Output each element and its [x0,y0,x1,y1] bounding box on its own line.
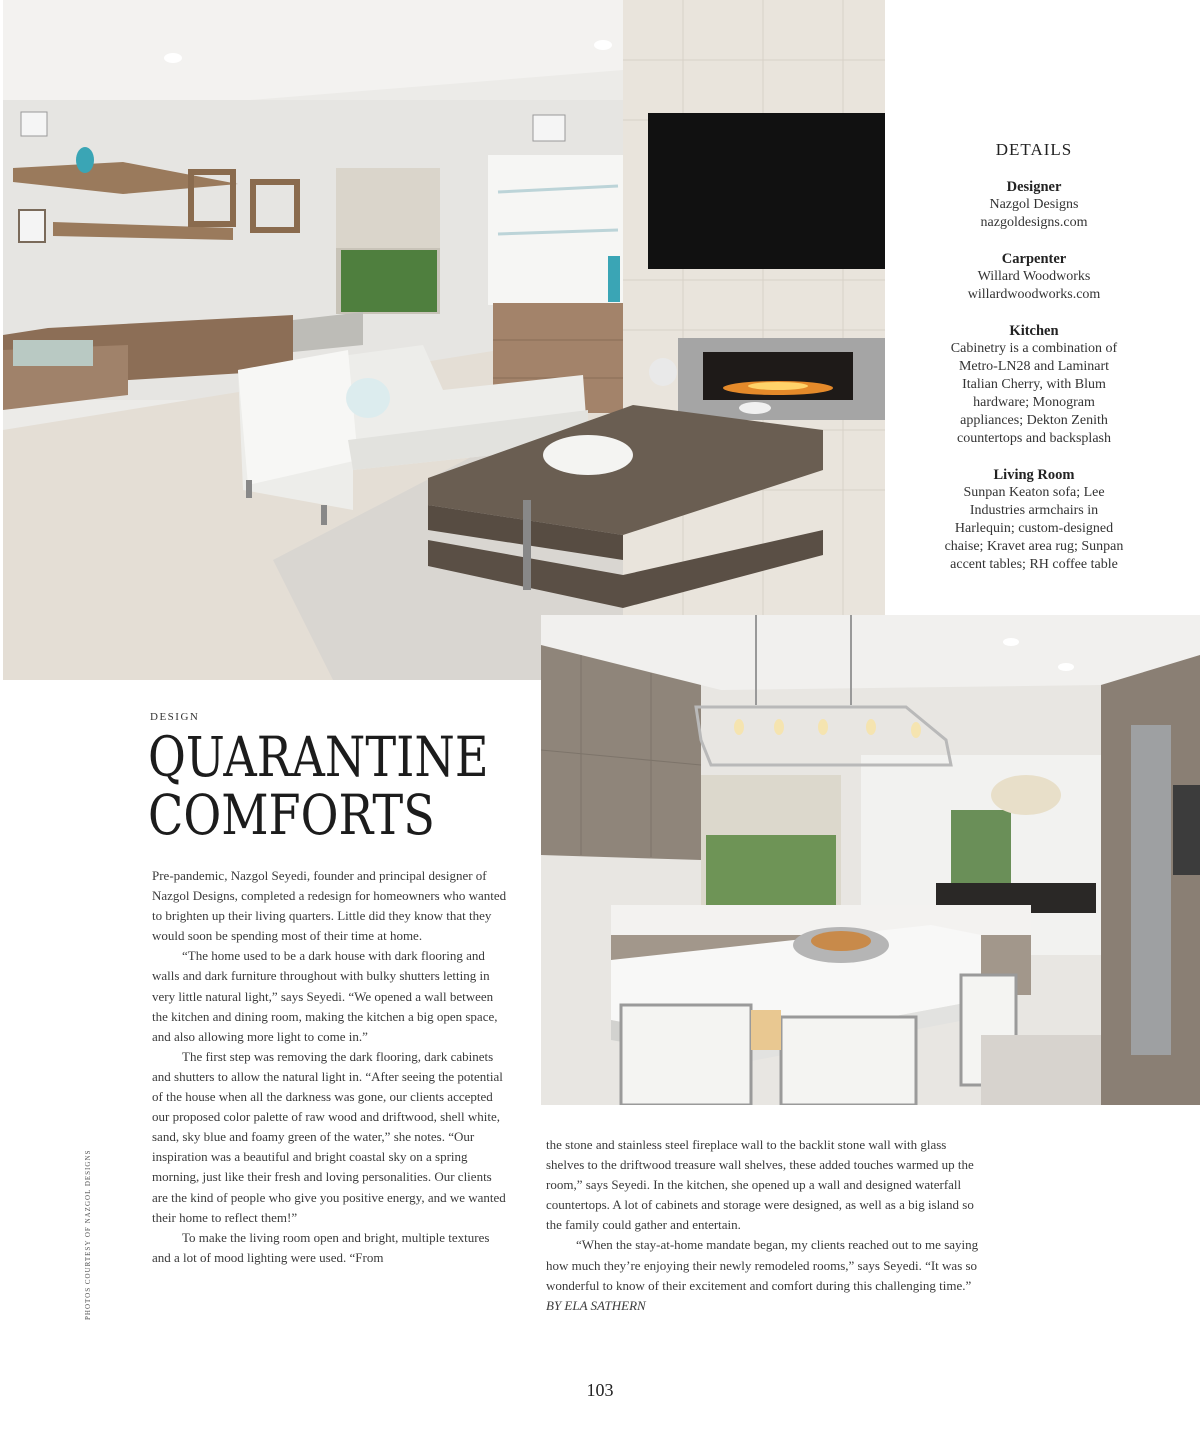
article-paragraph: To make the living room open and bright, multiple textures and a lot of mood lighting were used. “From [152,1229,490,1265]
details-label: Carpenter [1001,251,1067,267]
article-paragraph: Pre-pandemic, Nazgol Seyedi, founder and principal designer of Nazgol Designs, completed a redesign for homeowners who wanted to brighten up their living quarters. Little did they know that they would soon be spending most of their time at home. [152,868,507,944]
details-line: hardware; Monogram [973,395,1095,410]
details-line: Willard Woodworks [977,269,1091,284]
article-column-right [546,1135,986,1316]
details-label: Kitchen [1009,323,1059,339]
details-kitchen [930,322,1138,448]
article-paragraph-text: “When the stay-at-home mandate began, my clients reached out to me saying how much they’re enjoying their newly remodeled rooms,” says Seyedi. “It was so wonderful to know of their excitement and comfort during this challenging time.” [546,1237,979,1293]
details-living-room [930,466,1138,574]
details-line: Italian Cherry, with Blum [962,377,1106,392]
details-line: appliances; Dekton Zenith [960,413,1108,428]
page-number: 103 [586,1380,614,1400]
details-label: Designer [1006,179,1062,195]
kitchen-photo [541,615,1200,1105]
living-room-photo [3,0,885,680]
article-title-line-1: QUARANTINE [148,725,489,789]
details-line: Sunpan Keaton sofa; Lee [963,485,1105,500]
article-byline: BY ELA SATHERN [546,1297,646,1313]
details-label: Living Room [993,467,1075,483]
details-designer [930,178,1138,232]
details-line: Metro-LN28 and Laminart [958,359,1110,374]
details-line: Industries armchairs in [969,503,1099,518]
details-line: Cabinetry is a combination of [950,341,1118,356]
article-title-line-2: COMFORTS [148,783,435,847]
details-sidebar [930,140,1138,592]
article-paragraph: “The home used to be a dark house with dark flooring and walls and dark furniture throughout with bulky shutters letting in very little natural light,” says Seyedi. “We opened a wall between the kitchen and dining room, making the kitchen a big open space, and also allowing more light to come in.” [152,948,498,1044]
details-line: accent tables; RH coffee table [950,557,1118,572]
details-line: Nazgol Designs [989,197,1079,212]
article-paragraph: The first step was removing the dark flooring, dark cabinets and shutters to allow the natural light in. “After seeing the potential of the house when all the darkness was gone, our clients accepted our proposed color palette of raw wood and driftwood, shell white, sand, sky blue and foamy green of the water,” she notes. “Our inspiration was a beautiful and bright coastal sky on a spring morning, just like their fresh and loving personalities. Our clients are the kind of people who give you positive energy, and we wanted their home to reflect them!” [152,1048,506,1225]
details-line: nazgoldesigns.com [980,215,1088,230]
photo-credit: PHOTOS COURTESY OF NAZGOL DESIGNS [84,1149,92,1320]
details-line: chaise; Kravet area rug; Sunpan [944,539,1124,554]
section-kicker: DESIGN [150,711,200,723]
details-heading: DETAILS [995,140,1073,159]
article-paragraph-final [546,1235,986,1315]
article-title [148,725,489,847]
details-line: willardwoodworks.com [967,287,1101,302]
article-column-left [152,866,508,1268]
details-carpenter [930,250,1138,304]
article-paragraph: the stone and stainless steel fireplace wall to the backlit stone wall with glass shelves to the driftwood treasure wall shelves, these added touches warmed up the room,” says Seyedi. In the kitchen, she opened up a wall and designed waterfall countertops. A lot of cabinets and storage were designed, as well as a big island so the family could gather and entertain. [546,1137,974,1233]
details-line: countertops and backsplash [957,431,1111,446]
details-line: Harlequin; custom-designed [954,521,1114,536]
